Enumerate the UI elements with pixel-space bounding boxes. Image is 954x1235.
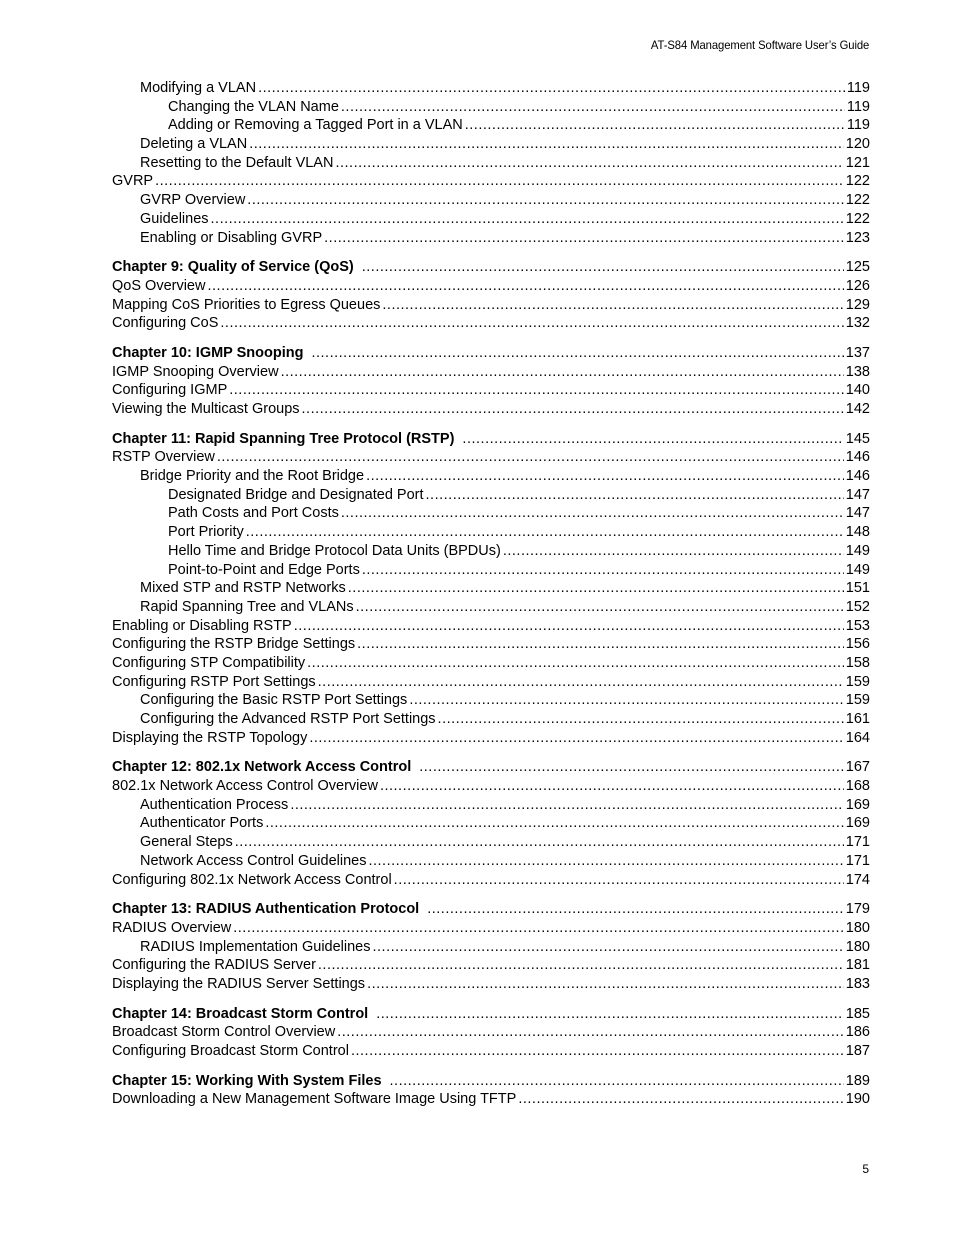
table-of-contents <box>112 79 870 1109</box>
toc-chapter-entry[interactable] <box>112 430 870 449</box>
toc-entry-page: 190 <box>845 1091 870 1108</box>
dot-leader <box>247 191 844 210</box>
toc-entry-title: Downloading a New Management Software Image Using TFTP <box>112 1091 517 1108</box>
toc-entry-page: 145 <box>845 430 870 447</box>
toc-entry-page: 180 <box>845 938 870 955</box>
toc-entry-title: IGMP Snooping Overview <box>112 363 279 380</box>
toc-entry-page: 125 <box>845 259 870 276</box>
dot-leader <box>419 758 844 777</box>
toc-entry-page: 156 <box>845 636 870 653</box>
toc-entry-title: Port Priority <box>168 524 244 541</box>
dot-leader <box>376 1005 844 1024</box>
toc-entry[interactable] <box>112 1042 870 1061</box>
dot-leader <box>265 814 843 833</box>
dot-leader <box>438 710 844 729</box>
dot-leader <box>409 691 843 710</box>
toc-entry-page: 158 <box>845 654 870 671</box>
toc-entry-title: Configuring IGMP <box>112 382 228 399</box>
toc-entry[interactable] <box>112 172 870 191</box>
toc-entry[interactable] <box>112 296 870 315</box>
toc-entry-title: Mapping CoS Priorities to Egress Queues <box>112 296 381 313</box>
dot-leader <box>258 79 845 98</box>
toc-entry[interactable] <box>112 467 870 486</box>
dot-leader <box>368 852 843 871</box>
toc-entry-title: Mixed STP and RSTP Networks <box>140 580 346 597</box>
dot-leader <box>220 314 843 333</box>
toc-entry[interactable] <box>112 673 870 692</box>
toc-entry-page: 122 <box>845 210 870 227</box>
toc-entry-page: 174 <box>845 871 870 888</box>
toc-chapter-entry[interactable] <box>112 758 870 777</box>
dot-leader <box>309 729 843 748</box>
toc-entry[interactable] <box>112 635 870 654</box>
dot-leader <box>426 486 844 505</box>
dot-leader <box>302 400 844 419</box>
toc-entry[interactable] <box>112 486 870 505</box>
toc-entry-page: 140 <box>845 382 870 399</box>
toc-entry-page: 138 <box>845 363 870 380</box>
running-header: AT-S84 Management Software User’s Guide <box>650 38 869 52</box>
toc-entry-page: 189 <box>845 1072 870 1089</box>
toc-entry-title: Viewing the Multicast Groups <box>112 401 300 417</box>
toc-entry-page: 168 <box>845 778 870 795</box>
toc-entry-page: 119 <box>846 117 870 134</box>
toc-entry-page: 171 <box>845 834 870 851</box>
toc-entry[interactable] <box>112 919 870 938</box>
dot-leader <box>335 154 843 173</box>
toc-entry-title: GVRP Overview <box>140 192 246 209</box>
toc-entry-page: 119 <box>846 98 870 115</box>
toc-entry[interactable] <box>112 116 870 135</box>
toc-entry[interactable] <box>112 191 870 210</box>
toc-entry-title: Displaying the RADIUS Server Settings <box>112 975 366 992</box>
toc-entry[interactable] <box>112 579 870 598</box>
toc-entry[interactable] <box>112 561 870 580</box>
toc-entry-title: Displaying the RSTP Topology <box>112 729 308 746</box>
toc-entry-title: Chapter 9: Quality of Service (QoS) <box>112 259 354 276</box>
toc-entry[interactable] <box>112 598 870 617</box>
toc-entry-title: Path Costs and Port Costs <box>168 505 339 522</box>
toc-entry[interactable] <box>112 691 870 710</box>
toc-entry-title: Chapter 10: IGMP Snooping <box>112 344 304 361</box>
dot-leader <box>362 258 844 277</box>
dot-leader <box>294 617 844 636</box>
dot-leader <box>249 135 844 154</box>
dot-leader <box>503 542 844 561</box>
toc-entry-title: Designated Bridge and Designated Port <box>168 486 424 503</box>
toc-entry-title: Network Access Control Guidelines <box>140 852 367 869</box>
toc-entry[interactable] <box>112 852 870 871</box>
toc-entry-title: GVRP <box>112 173 154 190</box>
dot-leader <box>465 116 845 135</box>
toc-entry-title: Configuring RSTP Port Settings <box>112 673 316 690</box>
toc-entry[interactable] <box>112 871 870 890</box>
toc-entry[interactable] <box>112 654 870 673</box>
toc-entry-page: 148 <box>845 524 870 541</box>
dot-leader <box>318 956 844 975</box>
toc-entry[interactable] <box>112 796 870 815</box>
toc-entry-page: 142 <box>845 401 870 417</box>
toc-entry-title: RSTP Overview <box>112 449 215 466</box>
toc-entry-page: 185 <box>845 1005 870 1022</box>
toc-entry[interactable] <box>112 1090 870 1109</box>
toc-entry[interactable] <box>112 975 870 994</box>
toc-entry[interactable] <box>112 448 870 467</box>
toc-chapter-entry[interactable] <box>112 1072 870 1091</box>
toc-chapter-entry[interactable] <box>112 900 870 919</box>
toc-entry-title: Hello Time and Bridge Protocol Data Units (BPDUs) <box>168 542 501 559</box>
toc-entry-page: 122 <box>845 173 870 190</box>
dot-leader <box>373 938 844 957</box>
toc-entry-page: 121 <box>845 154 870 171</box>
toc-entry-page: 147 <box>845 486 870 503</box>
toc-entry-title: Enabling or Disabling GVRP <box>140 229 323 246</box>
toc-entry-title: Configuring CoS <box>112 315 219 332</box>
toc-entry-title: Configuring Broadcast Storm Control <box>112 1043 349 1059</box>
toc-entry[interactable] <box>112 833 870 852</box>
toc-entry-title: Authentication Process <box>140 796 289 813</box>
toc-entry[interactable] <box>112 504 870 523</box>
dot-leader <box>211 210 844 229</box>
toc-entry-title: Configuring 802.1x Network Access Control <box>112 871 392 888</box>
toc-entry-title: Broadcast Storm Control Overview <box>112 1024 336 1041</box>
toc-entry[interactable] <box>112 277 870 296</box>
dot-leader <box>427 900 844 919</box>
dot-leader <box>382 296 843 315</box>
toc-entry-page: 122 <box>845 192 870 209</box>
toc-entry-page: 169 <box>845 796 870 813</box>
toc-entry-page: 164 <box>845 729 870 746</box>
dot-leader <box>380 777 844 796</box>
dot-leader <box>324 229 844 248</box>
dot-leader <box>462 430 843 449</box>
toc-entry-title: Chapter 13: RADIUS Authentication Protocol <box>112 901 420 918</box>
toc-entry-page: 123 <box>845 229 870 246</box>
dot-leader <box>356 598 844 617</box>
toc-entry[interactable] <box>112 400 870 419</box>
dot-leader <box>281 363 844 382</box>
toc-entry-title: Chapter 15: Working With System Files <box>112 1072 382 1089</box>
dot-leader <box>366 467 844 486</box>
dot-leader <box>155 172 844 191</box>
toc-entry[interactable] <box>112 956 870 975</box>
toc-chapter-entry[interactable] <box>112 258 870 277</box>
toc-entry-title: Adding or Removing a Tagged Port in a VLAN <box>168 117 463 134</box>
toc-entry-page: 149 <box>845 542 870 559</box>
toc-entry-page: 159 <box>845 673 870 690</box>
toc-entry-page: 151 <box>845 580 870 597</box>
toc-entry-title: Changing the VLAN Name <box>168 98 339 115</box>
dot-leader <box>207 277 843 296</box>
dot-leader <box>307 654 844 673</box>
toc-entry-page: 171 <box>845 852 870 869</box>
toc-entry-title: Configuring STP Compatibility <box>112 654 306 671</box>
toc-entry[interactable] <box>112 79 870 98</box>
toc-entry-page: 187 <box>845 1043 870 1059</box>
toc-entry-page: 159 <box>845 692 870 709</box>
toc-entry-title: RADIUS Overview <box>112 919 232 936</box>
toc-entry-title: Configuring the RADIUS Server <box>112 957 316 974</box>
toc-entry-page: 179 <box>845 901 870 918</box>
dot-leader <box>229 381 844 400</box>
toc-entry[interactable] <box>112 363 870 382</box>
toc-entry[interactable] <box>112 710 870 729</box>
toc-entry-title: Configuring the Basic RSTP Port Settings <box>140 692 408 709</box>
toc-entry[interactable] <box>112 1023 870 1042</box>
toc-entry-title: Bridge Priority and the Root Bridge <box>140 468 365 485</box>
toc-entry[interactable] <box>112 777 870 796</box>
dot-leader <box>311 344 843 363</box>
toc-entry[interactable] <box>112 542 870 561</box>
toc-entry[interactable] <box>112 814 870 833</box>
dot-leader <box>367 975 844 994</box>
toc-entry-title: 802.1x Network Access Control Overview <box>112 778 378 795</box>
page-number: 5 <box>862 1162 869 1176</box>
toc-entry-title: Modifying a VLAN <box>140 80 257 96</box>
toc-entry-page: 147 <box>845 505 870 522</box>
toc-entry[interactable] <box>112 617 870 636</box>
toc-entry-title: QoS Overview <box>112 277 206 294</box>
toc-entry-page: 119 <box>846 80 870 96</box>
toc-entry-page: 152 <box>845 598 870 615</box>
toc-chapter-entry[interactable] <box>112 1005 870 1024</box>
toc-entry[interactable] <box>112 938 870 957</box>
toc-entry-page: 181 <box>845 957 870 974</box>
toc-entry[interactable] <box>112 229 870 248</box>
toc-entry-title: Point-to-Point and Edge Ports <box>168 561 360 578</box>
dot-leader <box>246 523 844 542</box>
dot-leader <box>348 579 844 598</box>
toc-chapter-entry[interactable] <box>112 344 870 363</box>
toc-entry-title: Authenticator Ports <box>140 815 264 832</box>
toc-entry-title: Chapter 11: Rapid Spanning Tree Protocol (RSTP) <box>112 430 455 447</box>
toc-entry-page: 132 <box>845 315 870 332</box>
toc-entry-title: Deleting a VLAN <box>140 136 248 153</box>
toc-entry-page: 146 <box>845 468 870 485</box>
toc-entry-page: 169 <box>845 815 870 832</box>
dot-leader <box>290 796 843 815</box>
toc-entry-title: Chapter 12: 802.1x Network Access Control <box>112 759 412 776</box>
toc-entry[interactable] <box>112 314 870 333</box>
dot-leader <box>362 561 844 580</box>
toc-entry-title: General Steps <box>140 834 233 851</box>
toc-entry-page: 183 <box>845 975 870 992</box>
dot-leader <box>394 871 844 890</box>
toc-entry-page: 161 <box>845 711 870 727</box>
dot-leader <box>341 504 844 523</box>
toc-entry[interactable] <box>112 729 870 748</box>
toc-entry[interactable] <box>112 154 870 173</box>
dot-leader <box>235 833 844 852</box>
toc-entry-title: Configuring the Advanced RSTP Port Settings <box>140 711 436 727</box>
toc-entry-title: Configuring the RSTP Bridge Settings <box>112 636 356 653</box>
toc-entry-page: 146 <box>845 449 870 466</box>
toc-entry[interactable] <box>112 210 870 229</box>
toc-entry-page: 120 <box>845 136 870 153</box>
toc-entry-page: 180 <box>845 919 870 936</box>
dot-leader <box>233 919 844 938</box>
toc-entry-page: 137 <box>845 344 870 361</box>
toc-entry-title: Chapter 14: Broadcast Storm Control <box>112 1005 369 1022</box>
toc-entry-page: 126 <box>845 277 870 294</box>
toc-entry-title: Rapid Spanning Tree and VLANs <box>140 598 354 615</box>
dot-leader <box>390 1072 844 1091</box>
toc-entry-page: 129 <box>845 296 870 313</box>
toc-entry-title: Resetting to the Default VLAN <box>140 154 334 171</box>
dot-leader <box>351 1042 844 1061</box>
dot-leader <box>337 1023 844 1042</box>
toc-entry[interactable] <box>112 523 870 542</box>
toc-entry-page: 186 <box>845 1024 870 1041</box>
toc-entry-title: Guidelines <box>140 210 209 227</box>
toc-entry-page: 149 <box>845 561 870 578</box>
toc-entry-page: 153 <box>845 617 870 634</box>
dot-leader <box>217 448 844 467</box>
toc-entry-title: Enabling or Disabling RSTP <box>112 617 292 634</box>
dot-leader <box>318 673 844 692</box>
toc-entry[interactable] <box>112 381 870 400</box>
dot-leader <box>518 1090 843 1109</box>
toc-entry-page: 167 <box>845 759 870 776</box>
dot-leader <box>357 635 844 654</box>
toc-entry[interactable] <box>112 98 870 117</box>
toc-entry[interactable] <box>112 135 870 154</box>
toc-entry-title: RADIUS Implementation Guidelines <box>140 938 371 955</box>
dot-leader <box>341 98 845 117</box>
